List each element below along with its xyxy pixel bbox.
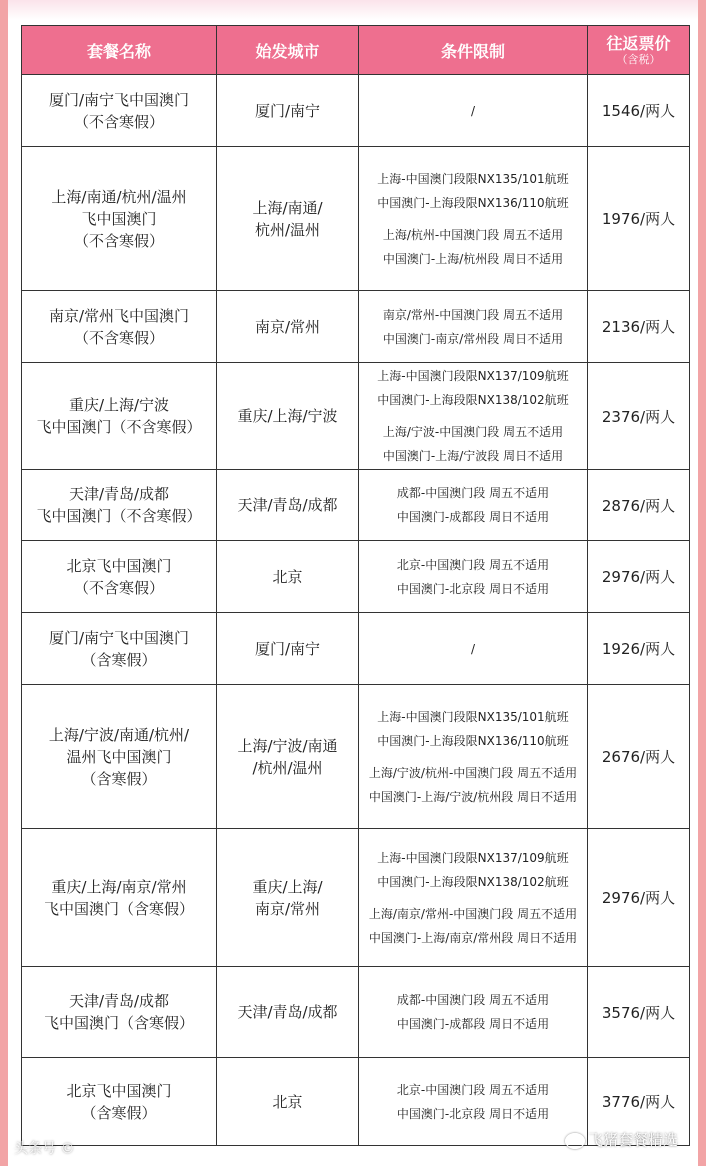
departure-city-cell [217,470,359,541]
package-name-line: 温州飞中国澳门 [66,747,172,766]
price-cell: 2136/两人 [588,291,690,363]
package-name-line: 重庆/上海/南京/常州 [51,877,187,896]
package-name-line: 南京/常州飞中国澳门 [48,306,190,325]
package-name-cell [22,685,217,829]
departure-city-line: 上海/南通/ [252,198,323,217]
header-conditions: 条件限制 [359,26,588,75]
condition-line: 上海-中国澳门段限NX137/109航班 [377,850,569,865]
departure-city-cell [217,147,359,291]
conditions-cell [359,75,588,147]
condition-line: 中国澳门-北京段 周日不适用 [396,581,550,596]
conditions-cell [359,967,588,1058]
departure-city-cell [217,363,359,470]
departure-city-line: 重庆/上海/ [252,877,323,896]
departure-city-cell [217,291,359,363]
condition-line: 成都-中国澳门段 周五不适用 [396,486,550,500]
price-cell: 3576/两人 [588,967,690,1058]
package-name-line: 天津/青岛/成都 [68,992,170,1010]
table-row [22,613,690,685]
departure-city-cell [217,541,359,613]
package-name-line: 飞中国澳门（不含寒假） [36,507,202,525]
departure-city-line: 北京 [272,1092,303,1111]
price-cell: 1926/两人 [588,613,690,685]
watermark-right-text: 飞猪套餐精选 [587,1131,678,1149]
departure-city-line: 南京/常州 [254,317,321,336]
condition-line: 中国澳门-上海段限NX138/102航班 [377,874,569,889]
watermark-left: 头条号 © [14,1141,75,1157]
price-cell: 1976/两人 [588,147,690,291]
departure-city-line: 厦门/南宁 [254,639,321,658]
condition-line: 中国澳门-南京/常州段 周日不适用 [382,331,564,346]
header-package-name: 套餐名称 [22,26,217,75]
condition-line: 上海/杭州-中国澳门段 周五不适用 [382,227,564,242]
package-name-cell [22,541,217,613]
departure-city-cell [217,967,359,1058]
package-name-line: 飞中国澳门 [81,209,157,228]
conditions-cell [359,1058,588,1146]
package-name-line: （不含寒假） [73,231,164,250]
package-table [21,25,690,1146]
table-row [22,470,690,541]
table-row [22,363,690,470]
package-name-cell [22,470,217,541]
package-name-line: （含寒假） [81,1103,157,1122]
table-row [22,147,690,291]
price-cell: 3776/两人 [588,1058,690,1146]
package-name-line: （含寒假） [81,769,157,788]
package-name-cell [22,75,217,147]
condition-group-gap [363,412,583,420]
package-name-cell [22,967,217,1058]
table-row [22,967,690,1058]
package-name-line: （不含寒假） [73,578,164,597]
condition-line: / [470,103,476,118]
conditions-cell [359,470,588,541]
package-name-line: 天津/青岛/成都 [68,485,170,503]
condition-group-gap [363,894,583,902]
departure-city-cell [217,613,359,685]
table-row [22,75,690,147]
wechat-icon [565,1133,585,1149]
package-name-line: 上海/宁波/南通/杭州/ [48,725,190,744]
condition-line: 上海-中国澳门段限NX135/101航班 [377,171,569,186]
condition-line: 北京-中国澳门段 周五不适用 [396,1082,550,1097]
condition-line: 中国澳门-上海/南京/常州段 周日不适用 [368,930,578,945]
departure-city-line: 南京/常州 [254,899,321,918]
price-cell: 2976/两人 [588,541,690,613]
condition-line: 上海-中国澳门段限NX135/101航班 [377,709,569,724]
departure-city-cell [217,75,359,147]
table-row [22,685,690,829]
package-name-line: 上海/南通/杭州/温州 [51,187,187,206]
package-name-cell [22,147,217,291]
package-name-cell [22,829,217,967]
condition-line: 中国澳门-成都段 周日不适用 [396,1017,550,1031]
package-name-cell [22,1058,217,1146]
departure-city-cell [217,829,359,967]
departure-city-line: 北京 [272,567,303,586]
condition-line: 中国澳门-上海段限NX136/110航班 [377,195,569,210]
condition-line: 上海-中国澳门段限NX137/109航班 [377,369,569,383]
departure-city-line: 重庆/上海/宁波 [237,407,338,425]
condition-line: 上海/南京/常州-中国澳门段 周五不适用 [368,906,578,921]
conditions-cell [359,685,588,829]
package-name-line: 北京飞中国澳门 [66,556,172,575]
condition-line: 成都-中国澳门段 周五不适用 [396,993,550,1007]
package-name-line: （不含寒假） [73,328,164,347]
departure-city-line: /杭州/温州 [252,758,323,777]
price-cell: 2376/两人 [588,363,690,470]
price-cell: 2976/两人 [588,829,690,967]
condition-line: 中国澳门-上海/杭州段 周日不适用 [382,251,564,266]
condition-line: / [470,641,476,656]
table-row [22,541,690,613]
condition-line: 上海/宁波-中国澳门段 周五不适用 [382,425,564,439]
price-cell: 1546/两人 [588,75,690,147]
condition-line: 中国澳门-上海段限NX138/102航班 [377,393,569,407]
package-name-line: 飞中国澳门（含寒假） [43,1014,194,1032]
package-name-cell [22,291,217,363]
condition-group-gap [363,215,583,223]
package-name-line: （含寒假） [81,650,157,669]
condition-line: 中国澳门-上海/宁波/杭州段 周日不适用 [368,789,578,804]
condition-line: 北京-中国澳门段 周五不适用 [396,557,550,572]
table-row [22,829,690,967]
departure-city-line: 厦门/南宁 [254,101,321,120]
condition-line: 中国澳门-上海段限NX136/110航班 [377,733,569,748]
conditions-cell [359,541,588,613]
departure-city-line: 上海/宁波/南通 [237,736,338,755]
departure-city-line: 杭州/温州 [254,220,321,239]
condition-line: 中国澳门-成都段 周日不适用 [396,510,550,524]
condition-line: 中国澳门-上海/宁波段 周日不适用 [382,449,564,463]
header-price [588,26,690,75]
package-name-cell [22,613,217,685]
condition-line: 南京/常州-中国澳门段 周五不适用 [382,307,564,322]
conditions-cell [359,613,588,685]
conditions-cell [359,291,588,363]
conditions-cell [359,147,588,291]
conditions-cell [359,829,588,967]
page-frame [8,0,698,1166]
package-name-line: （不含寒假） [73,112,164,131]
header-departure-city: 始发城市 [217,26,359,75]
condition-line: 上海/宁波/杭州-中国澳门段 周五不适用 [368,765,578,780]
header-price-label: 往返票价 [606,34,671,53]
price-cell: 2676/两人 [588,685,690,829]
condition-group-gap [363,753,583,761]
package-name-line: 飞中国澳门（含寒假） [43,899,194,918]
table-header-row [22,26,690,75]
package-name-line: 北京飞中国澳门 [66,1081,172,1100]
departure-city-line: 天津/青岛/成都 [237,496,338,514]
departure-city-cell [217,685,359,829]
watermark-right [565,1129,678,1150]
package-name-line: 重庆/上海/宁波 [68,396,170,414]
package-name-line: 厦门/南宁飞中国澳门 [48,90,190,109]
header-price-tax-note: （含税） [616,53,661,66]
departure-city-line: 天津/青岛/成都 [237,1003,338,1021]
table-row [22,291,690,363]
package-name-line: 飞中国澳门（不含寒假） [36,418,202,436]
package-name-cell [22,363,217,470]
price-cell: 2876/两人 [588,470,690,541]
package-name-line: 厦门/南宁飞中国澳门 [48,628,190,647]
departure-city-cell [217,1058,359,1146]
condition-line: 中国澳门-北京段 周日不适用 [396,1106,550,1121]
top-band [8,0,698,20]
conditions-cell [359,363,588,470]
